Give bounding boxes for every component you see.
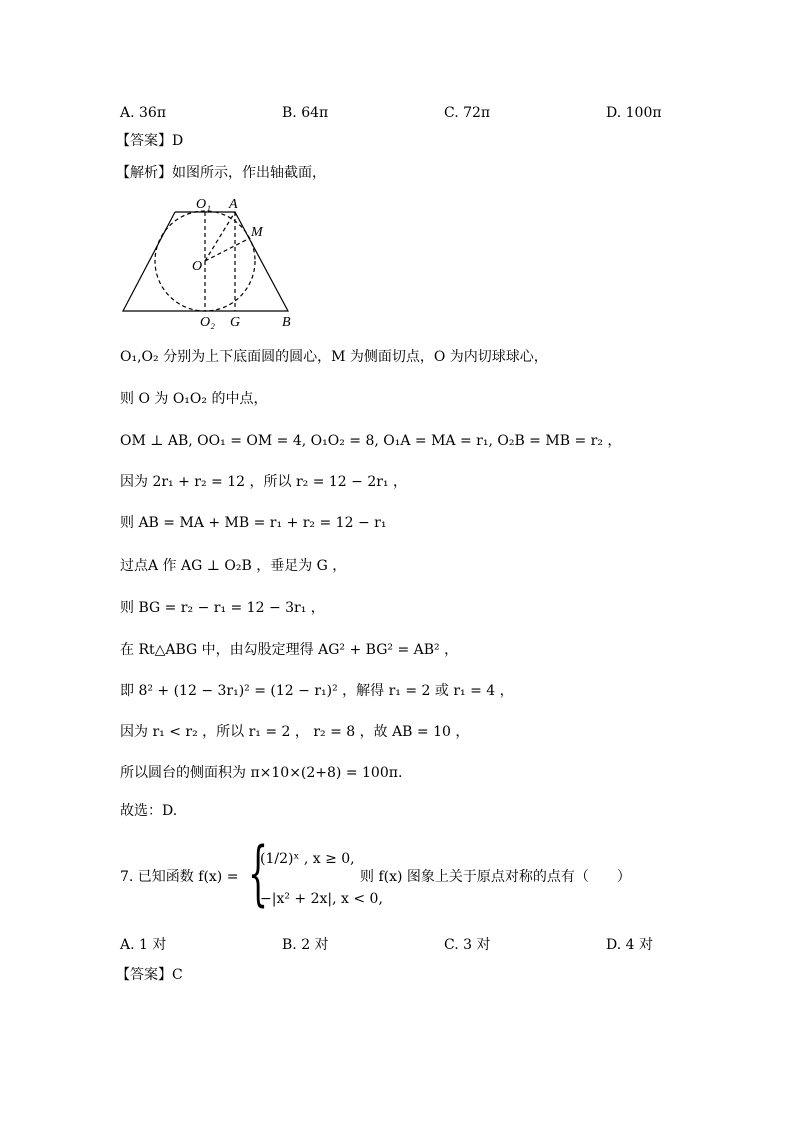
analysis-line: 则 BG = r₂ − r₁ = 12 − 3r₁ ， — [120, 600, 325, 616]
label-g: G — [230, 315, 241, 330]
q6-analysis-intro: 【解析】如图所示，作出轴截面， — [116, 165, 326, 181]
q7-option-c: C. 3 对 — [444, 937, 491, 953]
label-o2: O₂ — [200, 315, 215, 330]
q6-option-c: C. 72π — [444, 105, 491, 121]
q6-option-b: B. 64π — [282, 105, 329, 121]
q7-option-a: A. 1 对 — [120, 937, 167, 953]
analysis-line: 因为 r₁ < r₂ ，所以 r₁ = 2 ， r₂ = 8 ，故 AB = 10 ， — [120, 724, 470, 740]
q7-option-b: B. 2 对 — [282, 937, 329, 953]
label-m: M — [251, 225, 263, 240]
analysis-line: O₁,O₂ 分别为上下底面圆的圆心，M 为侧面切点，O 为内切球球心， — [120, 349, 548, 365]
analysis-line: 所以圆台的侧面积为 π×10×(2+8) = 100π. — [120, 765, 403, 781]
analysis-line: 过点A 作 AG ⊥ O₂B ，垂足为 G ， — [120, 558, 347, 574]
piecewise-brace: { — [248, 832, 269, 914]
q6-answer: 【答案】D — [116, 133, 184, 149]
label-o1: O₁ — [196, 197, 211, 212]
analysis-line: 即 8² + (12 − 3r₁)² = (12 − r₁)² ，解得 r₁ = 2 或 r₁ = 4 ， — [120, 683, 514, 699]
q7-suffix: 则 f(x) 图象上关于原点对称的点有（ ） — [360, 869, 631, 885]
q6-option-d: D. 100π — [606, 105, 662, 121]
q7-answer: 【答案】C — [116, 967, 183, 983]
analysis-line: 因为 2r₁ + r₂ = 12 ，所以 r₂ = 12 − 2r₁ ， — [120, 474, 407, 490]
label-o: O — [192, 259, 203, 274]
q7-case-1: (1/2)ˣ , x ≥ 0, — [260, 851, 355, 867]
analysis-line: 故选：D. — [120, 803, 178, 819]
analysis-line: OM ⊥ AB, OO₁ = OM = 4, O₁O₂ = 8, O₁A = MA = r₁, O₂B = MB = r₂ ， — [120, 433, 622, 449]
q7-option-d: D. 4 对 — [606, 937, 653, 953]
label-a: A — [229, 197, 238, 212]
q7-prefix: 7. 已知函数 f(x) = — [120, 869, 239, 885]
analysis-line: 则 O 为 O₁O₂ 的中点， — [120, 391, 268, 407]
axial-section-figure — [110, 190, 310, 330]
analysis-line: 则 AB = MA + MB = r₁ + r₂ = 12 − r₁ — [120, 515, 387, 531]
q7-case-2: −|x² + 2x|, x < 0, — [260, 891, 383, 907]
label-b: B — [282, 315, 291, 330]
q6-option-a: A. 36π — [120, 105, 167, 121]
analysis-line: 在 Rt△ABG 中，由勾股定理得 AG² + BG² = AB² ， — [120, 642, 459, 658]
